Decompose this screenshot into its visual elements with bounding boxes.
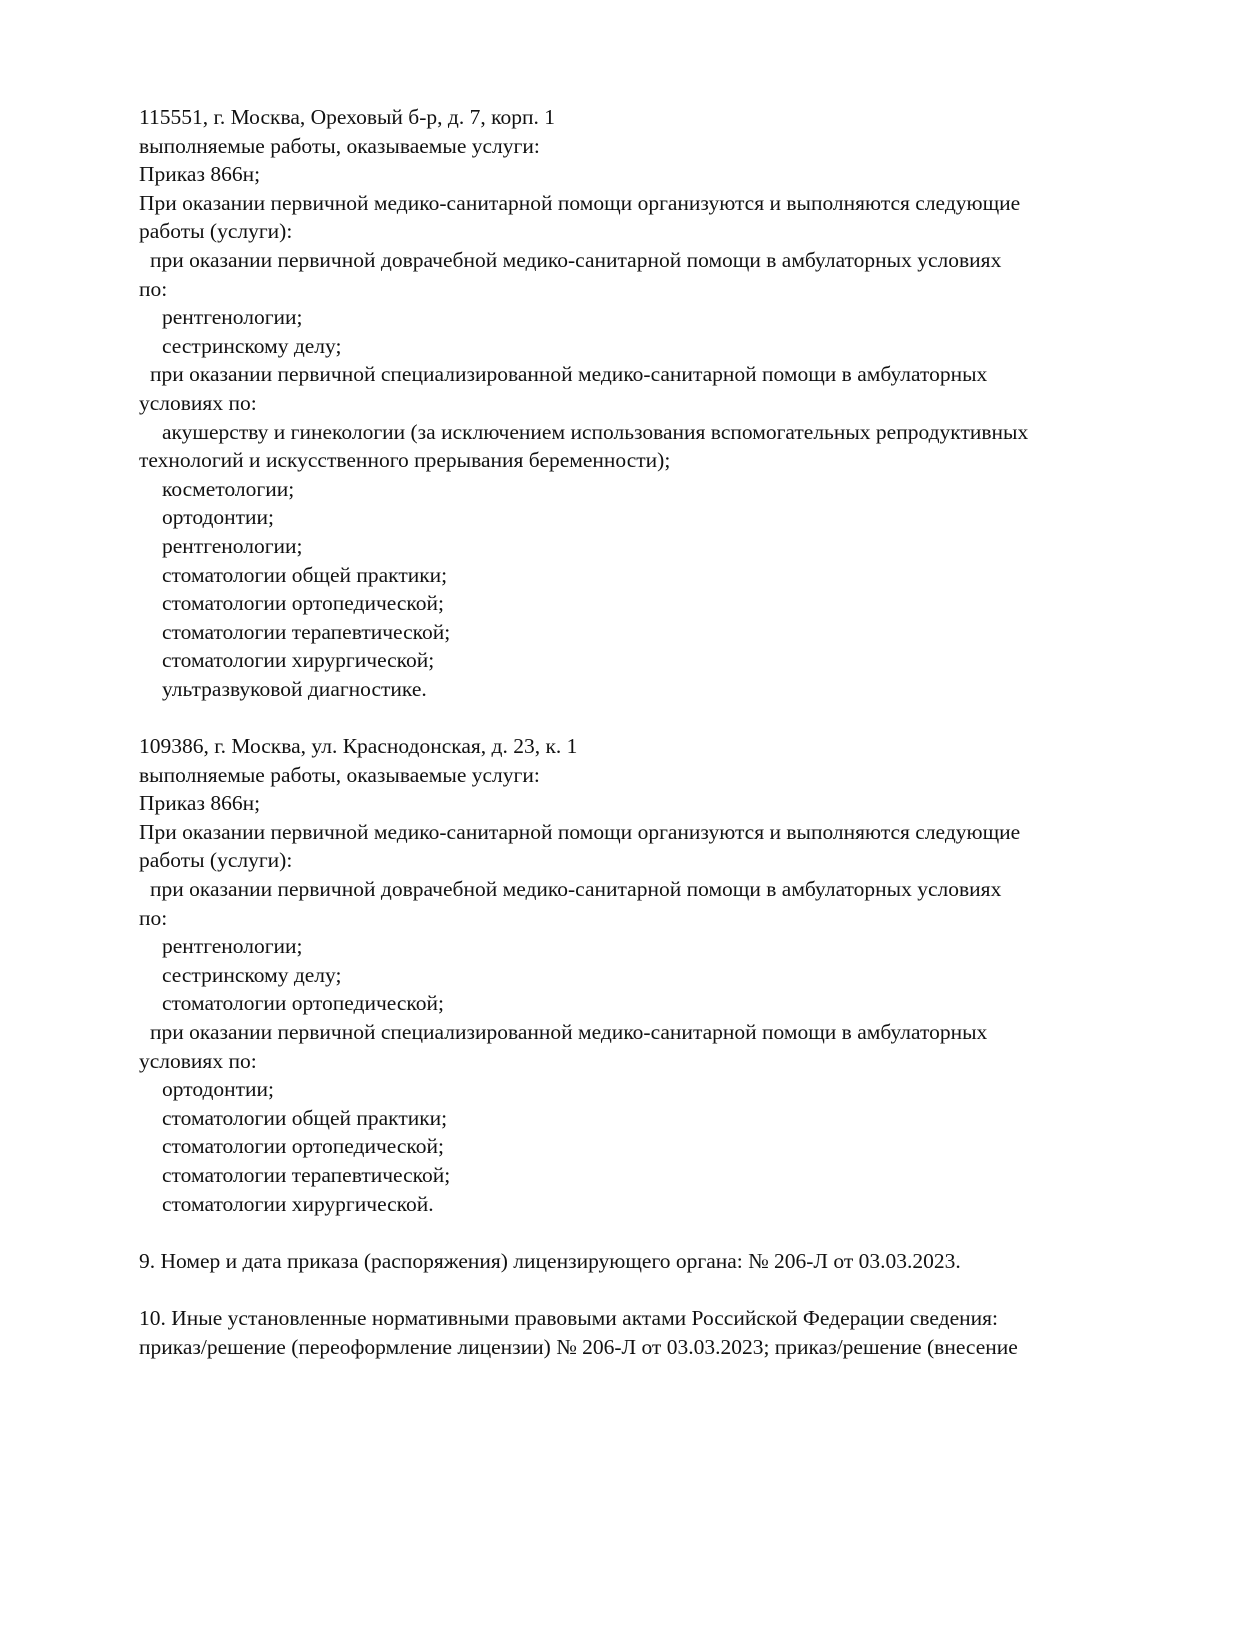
paragraph-gap — [139, 1218, 1129, 1247]
section-10-text: приказ/решение (переоформление лицензии) № 206-Л от 03.03.2023; приказ/решение (внесение — [139, 1334, 1018, 1359]
service-item: рентгенологии; — [162, 934, 303, 959]
specialized-care-heading: при оказании первичной специализированной медико-санитарной помощи в амбулаторных — [150, 362, 988, 387]
specialized-care-heading-continued: условиях по: — [139, 390, 257, 415]
service-item-continued: технологий и искусственного прерывания беременности); — [139, 448, 671, 473]
order-reference: Приказ 866н; — [139, 791, 261, 816]
address-block-1 — [139, 103, 1129, 703]
service-item: стоматологии хирургической. — [162, 1191, 434, 1216]
address-line: 109386, г. Москва, ул. Краснодонская, д. 23, к. 1 — [139, 734, 578, 759]
paragraph-gap — [139, 703, 1129, 732]
service-item: сестринскому делу; — [162, 962, 342, 987]
address-line: 115551, г. Москва, Ореховый б-р, д. 7, корп. 1 — [139, 105, 555, 129]
pre-doctor-care-heading-continued: по: — [139, 276, 168, 301]
section-9-order-number: 9. Номер и дата приказа (распоряжения) лицензирующего органа: № 206-Л от 03.03.2023. — [139, 1248, 961, 1273]
service-item: акушерству и гинекологии (за исключением использования вспомогательных репродуктивных — [162, 419, 1029, 444]
pre-doctor-care-heading-continued: по: — [139, 905, 168, 930]
paragraph-gap — [139, 1275, 1129, 1304]
service-item: ортодонтии; — [162, 505, 275, 530]
intro-text: При оказании первичной медико-санитарной помощи организуются и выполняются следующие — [139, 190, 1021, 215]
service-item: ортодонтии; — [162, 1077, 275, 1102]
service-item: стоматологии ортопедической; — [162, 1134, 445, 1159]
intro-text-continued: работы (услуги): — [139, 848, 293, 873]
service-item: косметологии; — [162, 476, 295, 501]
order-reference: Приказ 866н; — [139, 162, 261, 187]
intro-text-continued: работы (услуги): — [139, 219, 293, 244]
works-label: выполняемые работы, оказываемые услуги: — [139, 762, 540, 787]
service-item: рентгенологии; — [162, 533, 303, 558]
specialized-care-heading-continued: условиях по: — [139, 1048, 257, 1073]
works-label: выполняемые работы, оказываемые услуги: — [139, 133, 540, 158]
service-item: стоматологии общей практики; — [162, 562, 448, 587]
service-item: стоматологии ортопедической; — [162, 991, 445, 1016]
service-item: стоматологии терапевтической; — [162, 1162, 451, 1187]
pre-doctor-care-heading: при оказании первичной доврачебной медико-санитарной помощи в амбулаторных условиях — [150, 247, 1002, 272]
section-10-heading: 10. Иные установленные нормативными правовыми актами Российской Федерации сведения: — [139, 1305, 998, 1330]
service-item: стоматологии общей практики; — [162, 1105, 448, 1130]
service-item: ультразвуковой диагностике. — [162, 676, 427, 701]
service-item: стоматологии ортопедической; — [162, 591, 445, 616]
service-item: сестринскому делу; — [162, 333, 342, 358]
service-item: стоматологии терапевтической; — [162, 619, 451, 644]
service-item: рентгенологии; — [162, 305, 303, 330]
pre-doctor-care-heading: при оказании первичной доврачебной медико-санитарной помощи в амбулаторных условиях — [150, 877, 1002, 902]
intro-text: При оказании первичной медико-санитарной помощи организуются и выполняются следующие — [139, 819, 1021, 844]
address-block-2 — [139, 732, 1129, 1218]
service-item: стоматологии хирургической; — [162, 648, 435, 673]
document-page — [139, 103, 1129, 1361]
specialized-care-heading: при оказании первичной специализированной медико-санитарной помощи в амбулаторных — [150, 1020, 988, 1044]
